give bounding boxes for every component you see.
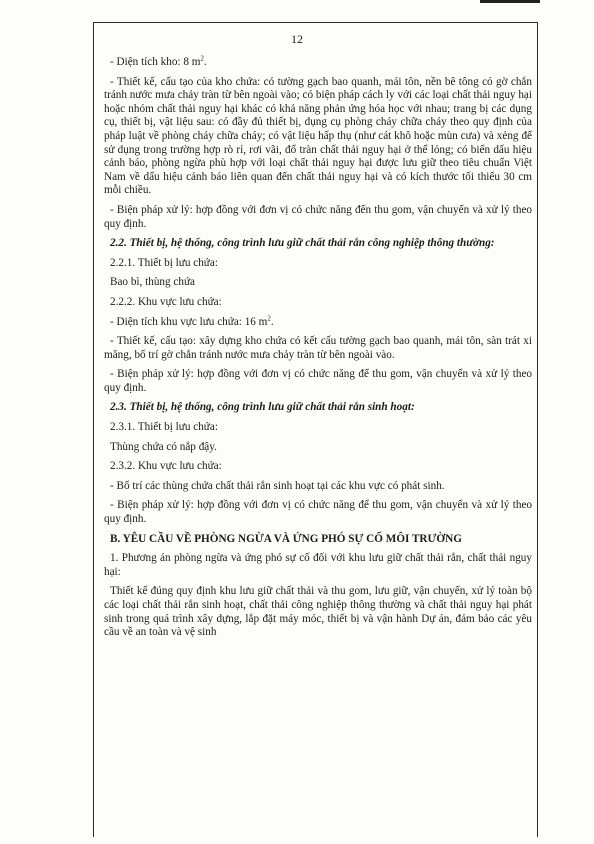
paragraph: 2.2.1. Thiết bị lưu chứa: [110,256,218,269]
paragraph [104,313,532,330]
paragraph-text: . [203,56,207,68]
page-number: 12 [291,32,303,46]
section-heading: 2.3. Thiết bị, hệ thống, công trình lưu giữ chất thải rắn sinh hoạt: [110,401,415,414]
superscript: 2 [267,313,271,322]
paragraph: 2.2.2. Khu vực lưu chứa: [110,295,222,308]
paragraph: Thùng chứa có nắp đậy. [110,440,217,453]
paragraph: Bao bì, thùng chứa [110,276,195,289]
top-edge-mark [480,0,540,3]
superscript: 2 [200,54,204,63]
paragraph: - Biện pháp xử lý: hợp đồng với đơn vị có chức năng để thu gom, vận chuyển và xử lý theo quy định. [104,368,532,394]
paragraph: - Biện pháp xử lý: hợp đồng với đơn vị có chức năng để thu gom, vận chuyển và xử lý theo quy định. [104,499,532,526]
paragraph: - Thiết kế, cấu tạo: xây dựng kho chứa có kết cấu tường gạch bao quanh, mái tôn, sàn trát xi măng, bố trí gờ chắn tránh nước mưa chảy tràn từ bên ngoài vào. [104,335,532,361]
part-heading: B. YÊU CẦU VỀ PHÒNG NGỪA VÀ ỨNG PHÓ SỰ CỐ MÔI TRƯỜNG [110,532,462,545]
paragraph: 2.3.2. Khu vực lưu chứa: [110,460,222,473]
paragraph: - Biện pháp xử lý: hợp đồng với đơn vị có chức năng đến thu gom, vận chuyển và xử lý theo quy định. [104,203,532,230]
paragraph: 2.3.1. Thiết bị lưu chứa: [110,421,218,434]
paragraph: - Thiết kế, cấu tạo của kho chứa: có tường gạch bao quanh, mái tôn, nền bê tông có gờ chắn tránh nước mưa chảy tràn từ bên ngoài vào; có biện pháp cách ly với các loại chất thải nguy hại hoặc nhóm chất thải nguy hại khác có khả năng phản ứng hóa học với nhau; trang bị các dụng cụ, thiết bị, vật liệu sau: có đầy đủ thiết bị, dụng cụ phòng cháy chữa cháy theo quy định của pháp luật về phòng cháy chữa cháy; có vật liệu hấp thụ (như cát khô hoặc mùn cưa) và xẻng để sử dụng trong trường hợp rò rỉ, rơi vãi, đổ tràn chất thải nguy hại ở thể lỏng; có biển dấu hiệu cảnh báo, phòng ngừa phù hợp với loại chất thải nguy hại được lưu giữ theo tiêu chuẩn Việt Nam về dấu hiệu cảnh báo liên quan đến chất thải nguy hại và có kích thước tối thiểu 30 cm mỗi chiều. [104,75,532,197]
paragraph: Thiết kế đúng quy định khu lưu giữ chất thải và thu gom, lưu giữ, vận chuyển, xử lý toàn bộ các loại chất thải rắn sinh hoạt, chất thải công nghiệp thông thường và chất thải nguy hại phát sinh trong quá trình xây dựng, lắp đặt máy móc, thiết bị và vận hành Dự án, đảm bảo các yêu cầu về an toàn và vệ sinh [104,585,532,639]
paragraph: - Bố trí các thùng chứa chất thải rắn sinh hoạt tại các khu vực có phát sinh. [110,479,445,492]
paragraph [104,56,532,70]
paragraph-text: . [270,315,274,328]
paragraph: 1. Phương án phòng ngừa và ứng phó sự cố đối với khu lưu giữ chất thải rắn, chất thải nguy hại: [104,552,532,578]
paragraph-text: - Diện tích kho: 8 m [110,56,201,68]
document-body [104,56,532,646]
paragraph-text: - Diện tích khu vực lưu chứa: 16 m [110,315,268,328]
section-heading: 2.2. Thiết bị, hệ thống, công trình lưu giữ chất thải rắn công nghiệp thông thường: [110,237,495,250]
